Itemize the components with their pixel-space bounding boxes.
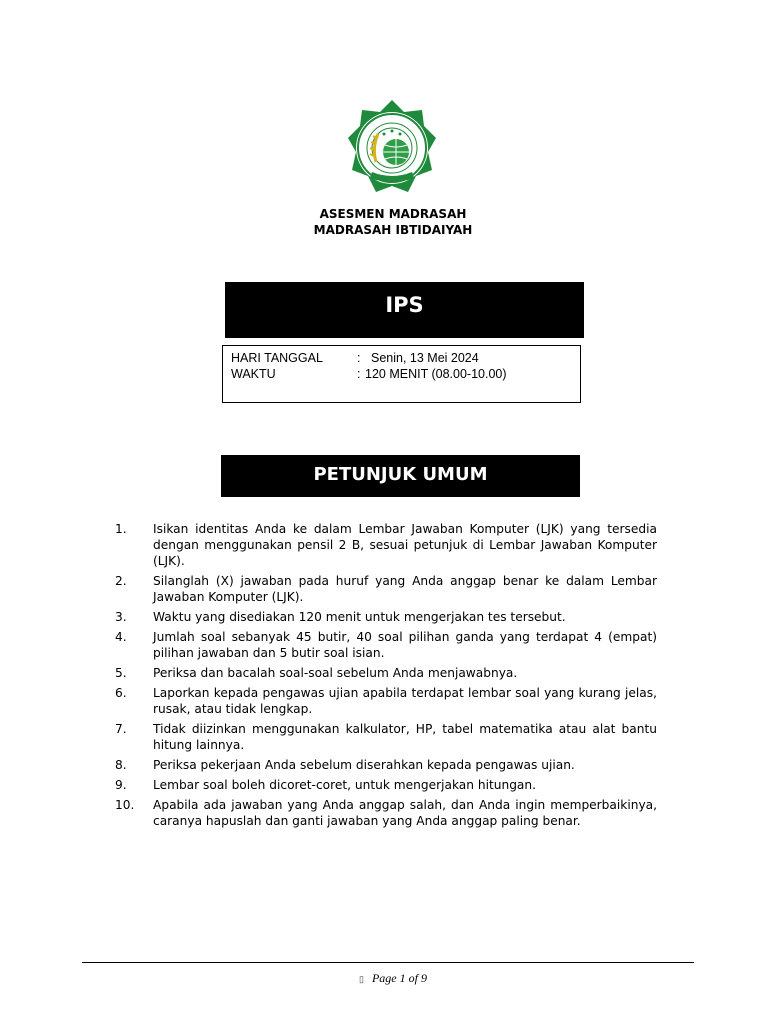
list-item	[0, 777, 768, 793]
instructions-list	[0, 521, 768, 829]
date-label: HARI TANGGAL	[231, 351, 323, 365]
item-number: 4.	[115, 630, 127, 644]
item-text: Isikan identitas Anda ke dalam Lembar Jawaban Komputer (LJK) yang tersedia dengan menggunakan pensil 2 B, sesuai petunjuk di Lembar Jawaban Komputer (LJK).	[153, 522, 657, 568]
item-text: Lembar soal boleh dicoret-coret, untuk mengerjakan hitungan.	[153, 778, 536, 792]
list-item	[0, 721, 768, 753]
footer-glyph-icon: ▯	[359, 974, 364, 984]
subject-banner: IPS	[225, 282, 584, 338]
date-separator: :	[357, 351, 361, 365]
item-number: 3.	[115, 610, 127, 624]
exam-info-box	[222, 345, 581, 403]
madrasah-logo	[348, 98, 436, 194]
instructions-title: PETUNJUK UMUM	[221, 455, 580, 497]
list-item	[0, 609, 768, 625]
list-item	[0, 685, 768, 717]
school-level-title: MADRASAH IBTIDAIYAH	[313, 223, 473, 237]
item-text: Apabila ada jawaban yang Anda anggap salah, dan Anda ingin memperbaikinya, caranya hapuslah dan ganti jawaban yang Anda anggap paling benar.	[153, 798, 657, 828]
list-item	[0, 757, 768, 773]
item-text: Waktu yang disediakan 120 menit untuk mengerjakan tes tersebut.	[153, 610, 566, 624]
item-number: 8.	[115, 758, 127, 772]
item-text: Periksa pekerjaan Anda sebelum diserahkan kepada pengawas ujian.	[153, 758, 575, 772]
item-number: 1.	[115, 522, 127, 536]
list-item	[0, 573, 768, 605]
item-number: 9.	[115, 778, 127, 792]
item-number: 10.	[115, 798, 135, 812]
time-label: WAKTU	[231, 367, 276, 381]
item-text: Silanglah (X) jawaban pada huruf yang Anda anggap benar ke dalam Lembar Jawaban Komputer (LJK).	[153, 574, 657, 604]
item-text: Laporkan kepada pengawas ujian apabila terdapat lembar soal yang kurang jelas, rusak, atau tidak lengkap.	[153, 686, 657, 716]
time-separator: :	[357, 367, 361, 381]
page-footer	[0, 971, 768, 986]
item-number: 2.	[115, 574, 127, 588]
item-text: Periksa dan bacalah soal-soal sebelum Anda menjawabnya.	[153, 666, 518, 680]
item-number: 5.	[115, 666, 127, 680]
item-number: 7.	[115, 722, 127, 736]
list-item	[0, 665, 768, 681]
page-number: Page 1 of 9	[371, 971, 427, 985]
footer-divider	[82, 962, 694, 963]
list-item	[0, 521, 768, 569]
time-value: 120 MENIT (08.00-10.00)	[365, 367, 507, 381]
item-number: 6.	[115, 686, 127, 700]
exam-title: ASESMEN MADRASAH	[319, 207, 467, 221]
list-item	[0, 797, 768, 829]
date-value: Senin, 13 Mei 2024	[371, 351, 479, 365]
list-item	[0, 629, 768, 661]
item-text: Tidak diizinkan menggunakan kalkulator, HP, tabel matematika atau alat bantu hitung lainnya.	[153, 722, 657, 752]
madrasah-emblem-icon	[348, 98, 436, 194]
item-text: Jumlah soal sebanyak 45 butir, 40 soal pilihan ganda yang terdapat 4 (empat) pilihan jawaban dan 5 butir soal isian.	[153, 630, 657, 660]
